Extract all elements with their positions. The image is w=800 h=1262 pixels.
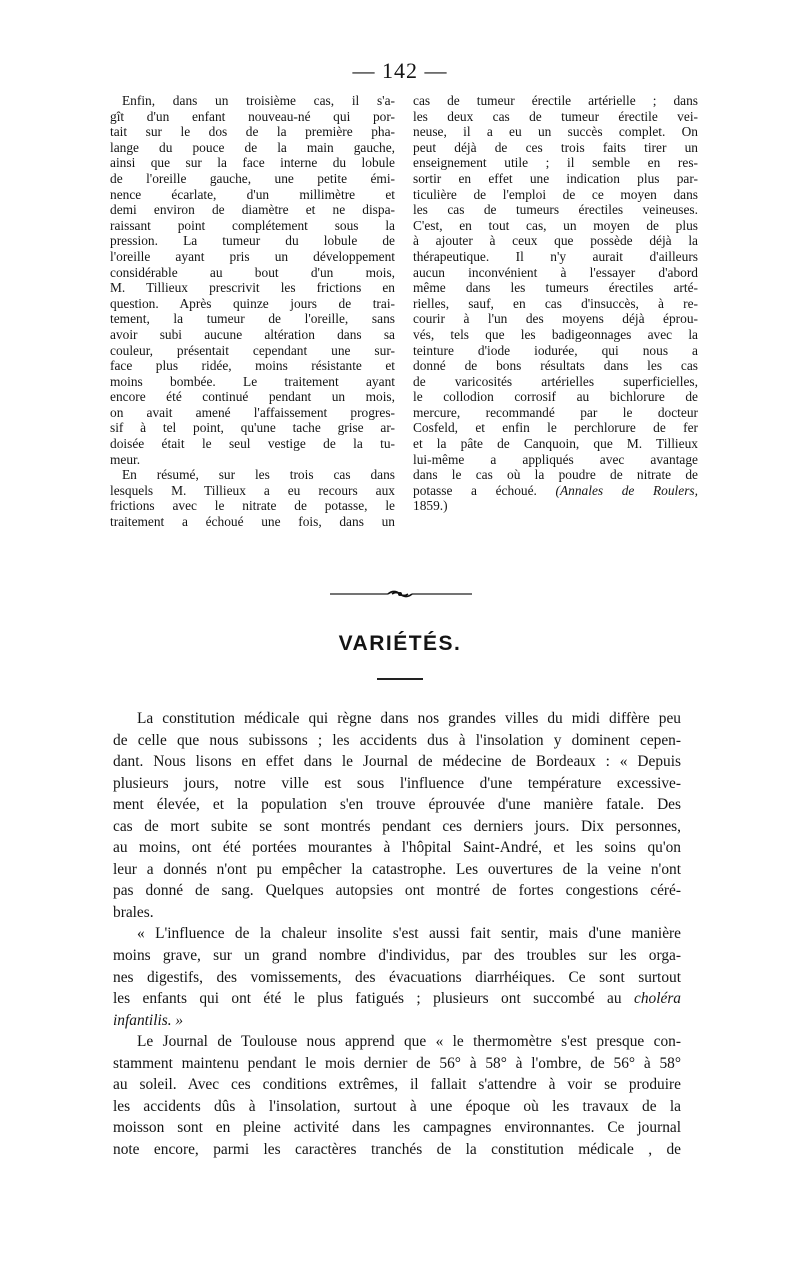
italic-term: choléra <box>633 990 681 1008</box>
italic-term-continued: infantilis. » <box>113 1011 184 1029</box>
text-line: La constitution médicale qui règne dans nos grandes villes du midi diffère peu <box>137 710 681 727</box>
text-line: stamment maintenu pendant le mois dernier de 56° à 58° à l'ombre, de 56° à 58° <box>113 1054 681 1072</box>
text-line: plusieurs jours, notre ville est sous l'influence d'une température excessive- <box>113 774 681 792</box>
text-line: considérable au bout d'un mois, <box>110 264 395 280</box>
text-line: thérapeutique. Il n'y aurait d'ailleurs <box>413 248 698 264</box>
text-line: enseignement utile ; il semble en res- <box>413 155 698 171</box>
text-segment: les enfants qui ont été le plus fatigués ; plusieurs ont succombé au <box>113 990 622 1008</box>
text-line: dans le cas où la poudre de nitrate de <box>413 467 698 483</box>
text-line: C'est, en tout cas, un moyen de plus <box>413 217 698 233</box>
text-line: l'oreille ayant pris un développement <box>110 248 395 264</box>
text-line: 1859.) <box>413 498 448 514</box>
text-line: même dans les tumeurs érectiles arté- <box>413 280 698 296</box>
divider-ornament <box>330 588 472 600</box>
text-line: Cosfeld, et enfin le perchlorure de fer <box>413 420 698 436</box>
text-line: les deux cas de tumeur érectile vei- <box>413 108 698 124</box>
text-line: Le Journal de Toulouse nous apprend que « le thermomètre s'est presque con- <box>137 1033 681 1051</box>
text-line: au moins, ont été portées mourantes à l'hôpital Saint-André, et les soins qu'on <box>113 839 681 857</box>
text-line: aucun inconvénient à l'essayer d'abord <box>413 264 698 280</box>
text-line: demi environ de diamètre et ne dispa- <box>110 202 395 218</box>
text-line: moisson sont en pleine activité dans les campagnes environnantes. Ce journal <box>113 1119 681 1137</box>
text-line: avoir subi aucune altération dans sa <box>110 326 395 342</box>
text-line: face plus ridée, moins résistante et <box>110 358 395 374</box>
text-line: à ajouter à ceux que possède déjà la <box>413 233 698 249</box>
text-line: moins grave, sur un grand nombre d'individus, par des troubles sur les orga- <box>113 947 681 965</box>
text-line: on avait amené l'affaissement progres- <box>110 404 395 420</box>
text-line: le collodion corrosif au bichlorure de <box>413 389 698 405</box>
text-line: de varicosités artérielles superficielles, <box>413 373 698 389</box>
text-line: courir à l'un des moyens déjà éprou- <box>413 311 698 327</box>
text-line: gît d'un enfant nouveau-né qui por- <box>110 108 395 124</box>
text-line: pression. La tumeur du lobule de <box>110 233 395 249</box>
text-line: leur a donnés n'ont pu empêcher la catastrophe. Les ouvertures de la veine n'ont <box>113 860 681 878</box>
text-line: tait sur le dos de la première pha- <box>110 124 395 140</box>
text-line: couleur, présentait cependant une sur- <box>110 342 395 358</box>
text-line: vés, tels que les badigeonnages avec la <box>413 326 698 342</box>
text-line: nence écarlate, d'un millimètre et <box>110 186 395 202</box>
text-line: cas de mort subite se sont montrés pendant ces derniers jours. Dix personnes, <box>113 817 681 835</box>
text-segment: potasse a échoué. <box>413 482 537 498</box>
text-line: rielles, sauf, en cas d'insuccès, à re- <box>413 295 698 311</box>
text-line: sif à tel point, qu'une tache grise ar- <box>110 420 395 436</box>
text-line: ainsi que sur la face interne du lobule <box>110 155 395 171</box>
text-line: tement, la tumeur de l'oreille, sans <box>110 311 395 327</box>
text-line: de celle que nous subissons ; les accidents dus à l'insolation y dominent cepen- <box>113 731 681 749</box>
text-line: ticulière de l'emploi de ce moyen dans <box>413 186 698 202</box>
text-line: mercure, recommandé par le docteur <box>413 404 698 420</box>
text-line: encore été continué pendant un mois, <box>110 389 395 405</box>
text-line: brales. <box>113 903 154 921</box>
section-title: VARIÉTÉS. <box>338 632 462 655</box>
text-line: En résumé, sur les trois cas dans <box>122 467 395 483</box>
text-line <box>113 988 681 1010</box>
text-line <box>113 1010 681 1032</box>
text-line: Enfin, dans un troisième cas, il s'a- <box>122 93 395 108</box>
text-line: question. Après quinze jours de trai- <box>110 295 395 311</box>
text-line: raissant point complétement sous la <box>110 217 395 233</box>
text-line: neuse, il a eu un succès complet. On <box>413 124 698 140</box>
citation: (Annales de Roulers, <box>555 482 698 498</box>
text-line: meur. <box>110 451 141 467</box>
text-line: lange du pouce de la main gauche, <box>110 139 395 155</box>
page-number: — 142 — <box>352 58 448 83</box>
text-line: sortir en effet une indication plus par- <box>413 170 698 186</box>
text-line: lui-même a appliqués avec avantage <box>413 451 698 467</box>
text-line: traitement a échoué une fois, dans un <box>110 514 395 530</box>
text-line: nes digestifs, des vomissements, des évacuations diarrhéiques. Ce sont surtout <box>113 968 681 986</box>
text-line: ment élevée, et la population s'en trouve éprouvée d'une manière fatale. Des <box>113 796 681 814</box>
text-line: pas donné de sang. Quelques autopsies ont montré de fortes congestions céré- <box>113 882 681 900</box>
ornament-dot <box>398 592 402 596</box>
text-line: moins bombée. Le traitement ayant <box>110 373 395 389</box>
text-line: les cas de tumeurs érectiles veineuses. <box>413 202 698 218</box>
title-rule <box>377 678 423 680</box>
text-line: doisée était le seul vestige de la tu- <box>110 436 395 452</box>
right-column <box>413 93 698 514</box>
text-line: teinture d'iode iodurée, qui nous a <box>413 342 698 358</box>
text-line: donné de bons résultats dans les cas <box>413 358 698 374</box>
text-line: cas de tumeur érectile artérielle ; dans <box>413 93 698 108</box>
text-line <box>413 483 698 499</box>
text-line: « L'influence de la chaleur insolite s'est aussi fait sentir, mais d'une manière <box>137 925 681 943</box>
text-line: peut déjà de ces trois faits tirer un <box>413 139 698 155</box>
text-line: dant. Nous lisons en effet dans le Journal de médecine de Bordeaux : « Depuis <box>113 753 681 771</box>
text-line: frictions avec le nitrate de potasse, le <box>110 498 395 514</box>
text-line: et la pâte de Canquoin, que M. Tillieux <box>413 436 698 452</box>
text-line: au soleil. Avec ces conditions extrêmes, il fallait s'attendre à voir se produire <box>113 1076 681 1094</box>
text-line: les accidents dûs à l'insolation, surtout à une époque où les travaux de la <box>113 1097 681 1115</box>
text-line: note encore, parmi les caractères tranchés de la constitution médicale , de <box>113 1140 681 1158</box>
text-line: lesquels M. Tillieux a eu recours aux <box>110 482 395 498</box>
left-column <box>110 93 395 530</box>
text-line: M. Tillieux prescrivit les frictions en <box>110 280 395 296</box>
main-text <box>113 708 681 1160</box>
text-line: de l'oreille gauche, une petite émi- <box>110 170 395 186</box>
